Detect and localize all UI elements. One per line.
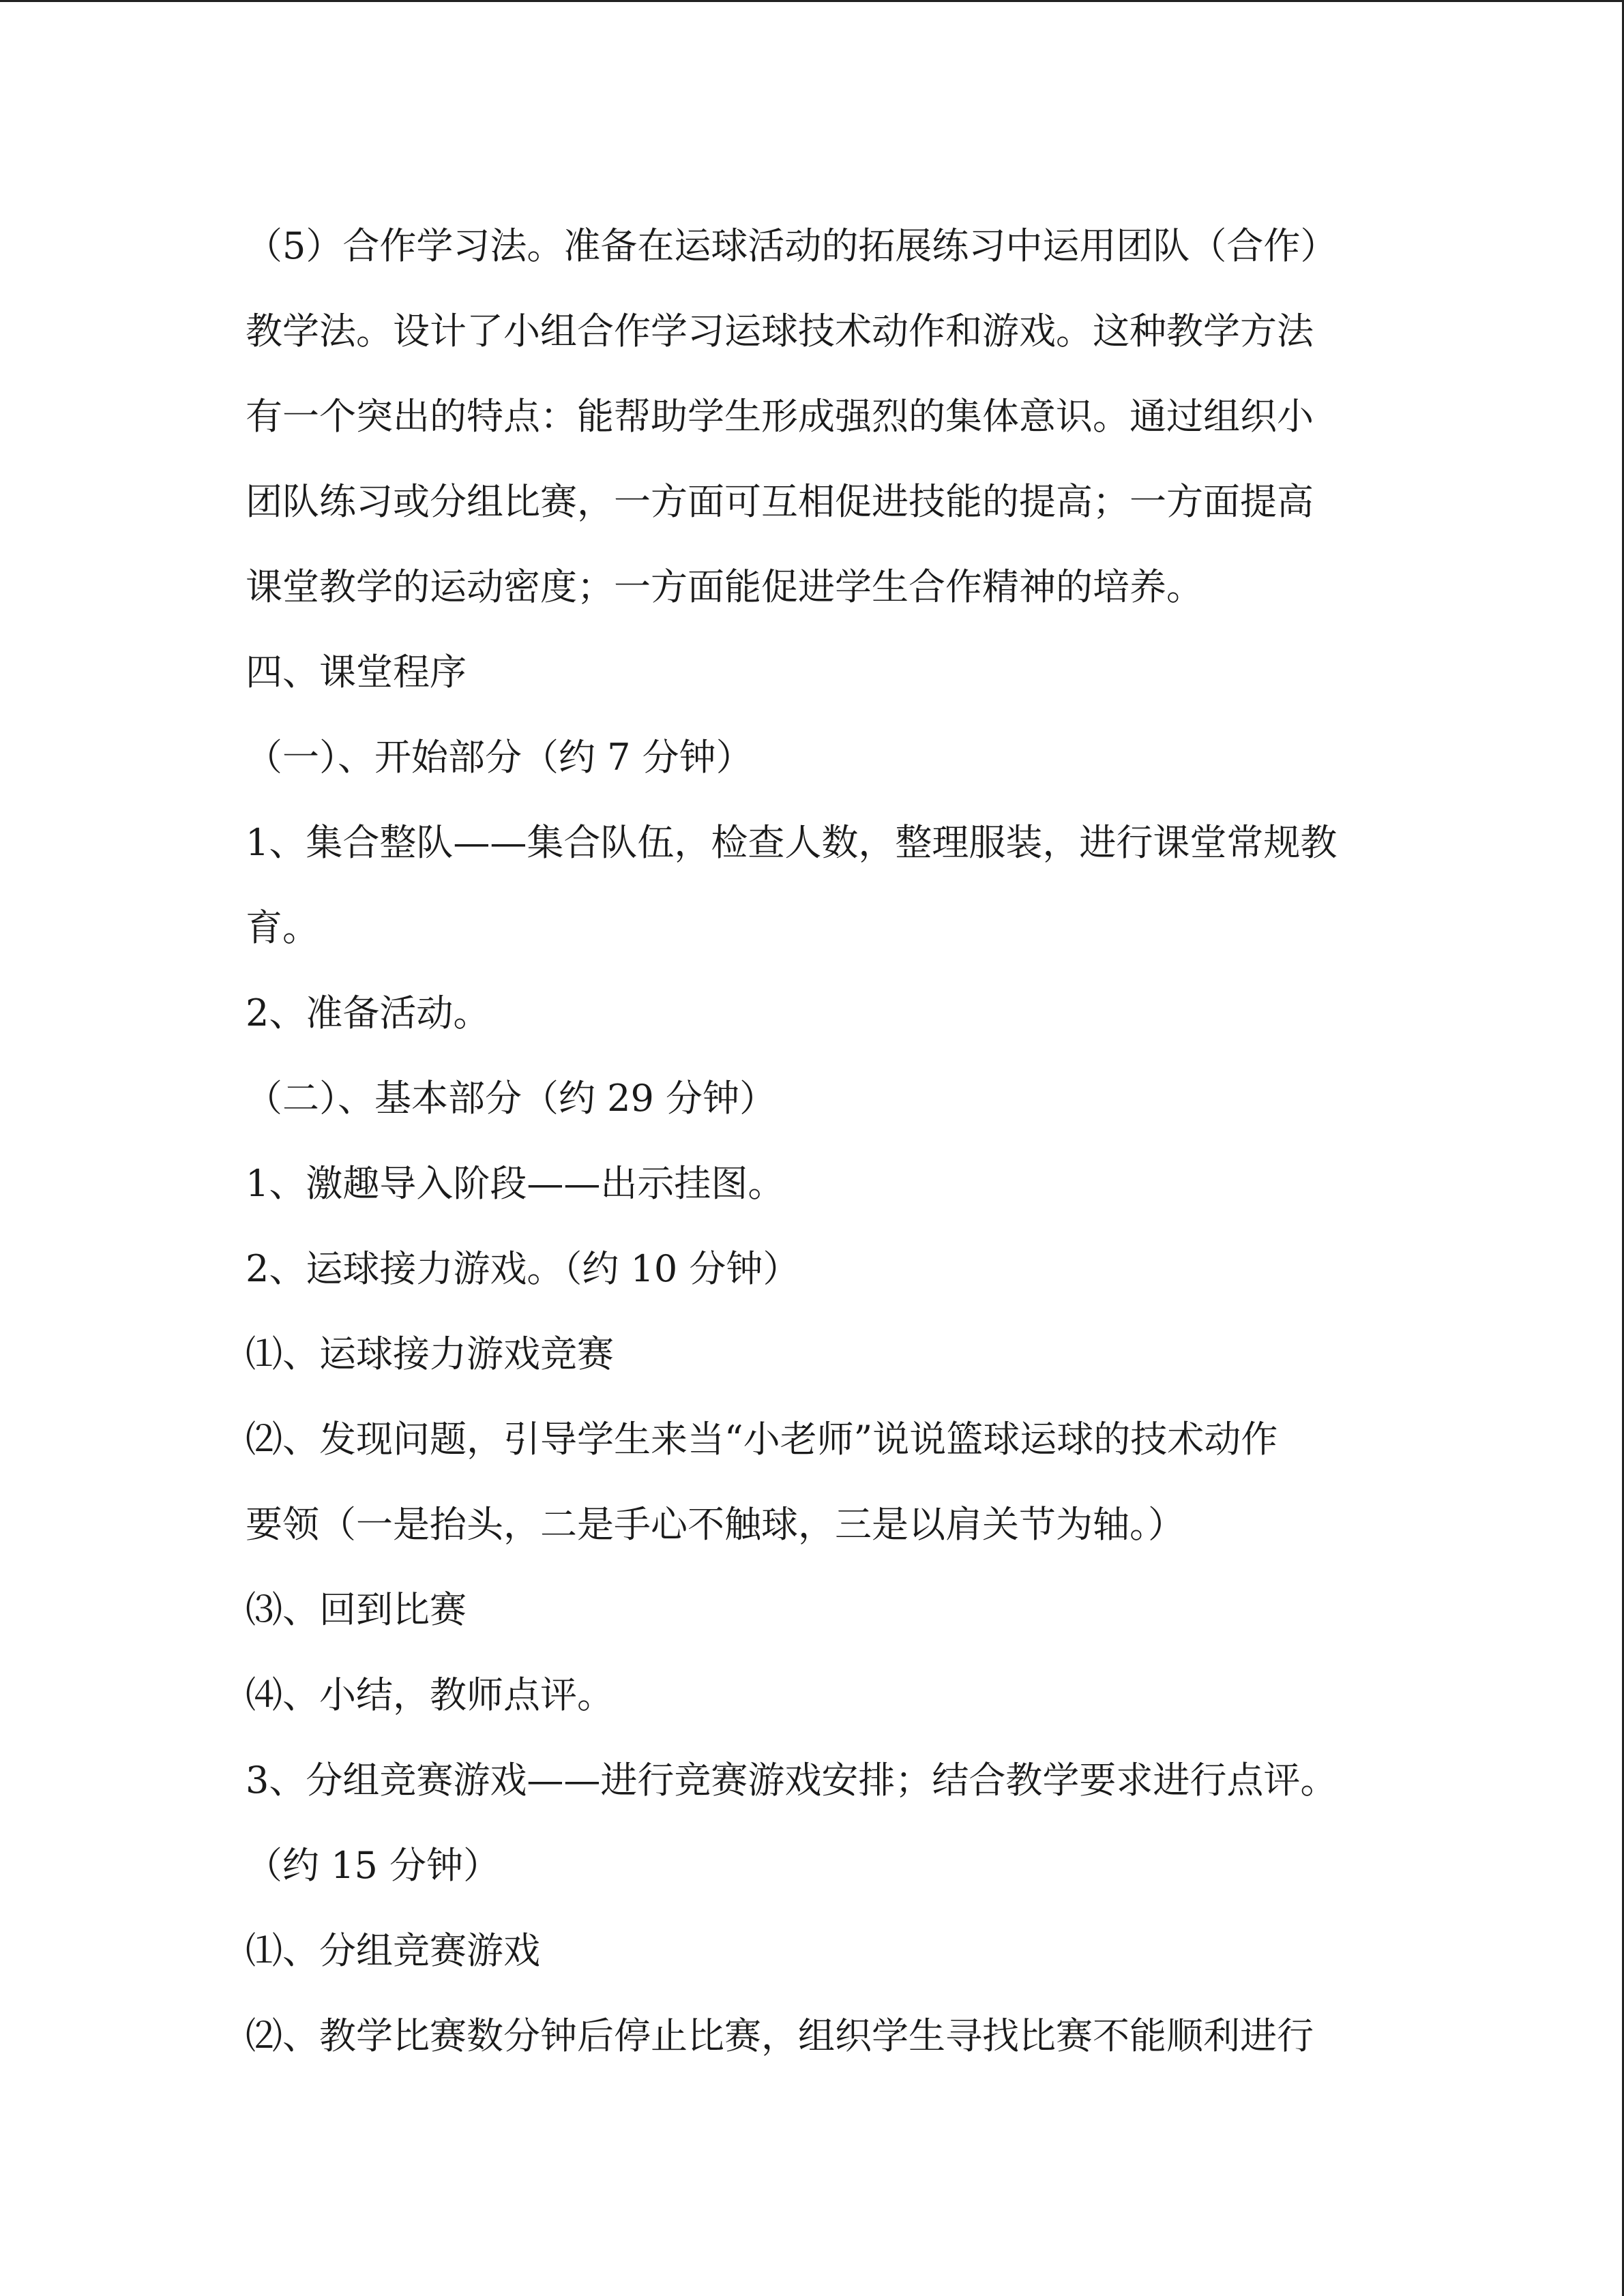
document-body [246,203,1391,2078]
text-line: 课堂教学的运动密度；一方面能促进学生合作精神的培养。 [246,565,1203,608]
text-line: ⑴、分组竞赛游戏 [246,1929,540,1972]
text-line: ⑵、发现问题，引导学生来当“小老师”说说篮球运球的技术动作 [246,1418,1278,1461]
text-line: 2、准备活动。 [246,992,490,1034]
text-line: （5）合作学习法。准备在运球活动的拓展练习中运用团队（合作） [246,224,1338,267]
text-line: 2、运球接力游戏。（约 10 分钟） [246,1247,800,1290]
text-line: 3、分组竞赛游戏——进行竞赛游戏安排；结合教学要求进行点评。 [246,1759,1338,1802]
text-line: 团队练习或分组比赛，一方面可互相促进技能的提高；一方面提高 [246,480,1314,523]
subsection-heading: （一）、开始部分（约 7 分钟） [246,736,753,779]
text-line: 有一个突出的特点：能帮助学生形成强烈的集体意识。通过组织小 [246,395,1314,438]
text-line: 育。 [246,906,319,949]
page-border-top [0,0,1624,2]
text-line: 1、激趣导入阶段——出示挂图。 [246,1162,785,1205]
text-line: ⑴、运球接力游戏竞赛 [246,1332,614,1375]
text-line: 要领（一是抬头，二是手心不触球，三是以肩关节为轴。） [246,1503,1185,1546]
text-line: 教学法。设计了小组合作学习运球技术动作和游戏。这种教学方法 [246,310,1314,353]
text-line: ⑵、教学比赛数分钟后停止比赛，组织学生寻找比赛不能顺利进行 [246,2014,1314,2057]
section-heading: 四、课堂程序 [246,651,467,694]
text-line: （约 15 分钟） [246,1844,501,1887]
text-line: ⑷、小结，教师点评。 [246,1673,614,1716]
subsection-heading: （二）、基本部分（约 29 分钟） [246,1077,777,1120]
text-line: ⑶、回到比赛 [246,1588,467,1631]
text-line: 1、集合整队——集合队伍，检查人数，整理服装，进行课堂常规教 [246,821,1338,864]
